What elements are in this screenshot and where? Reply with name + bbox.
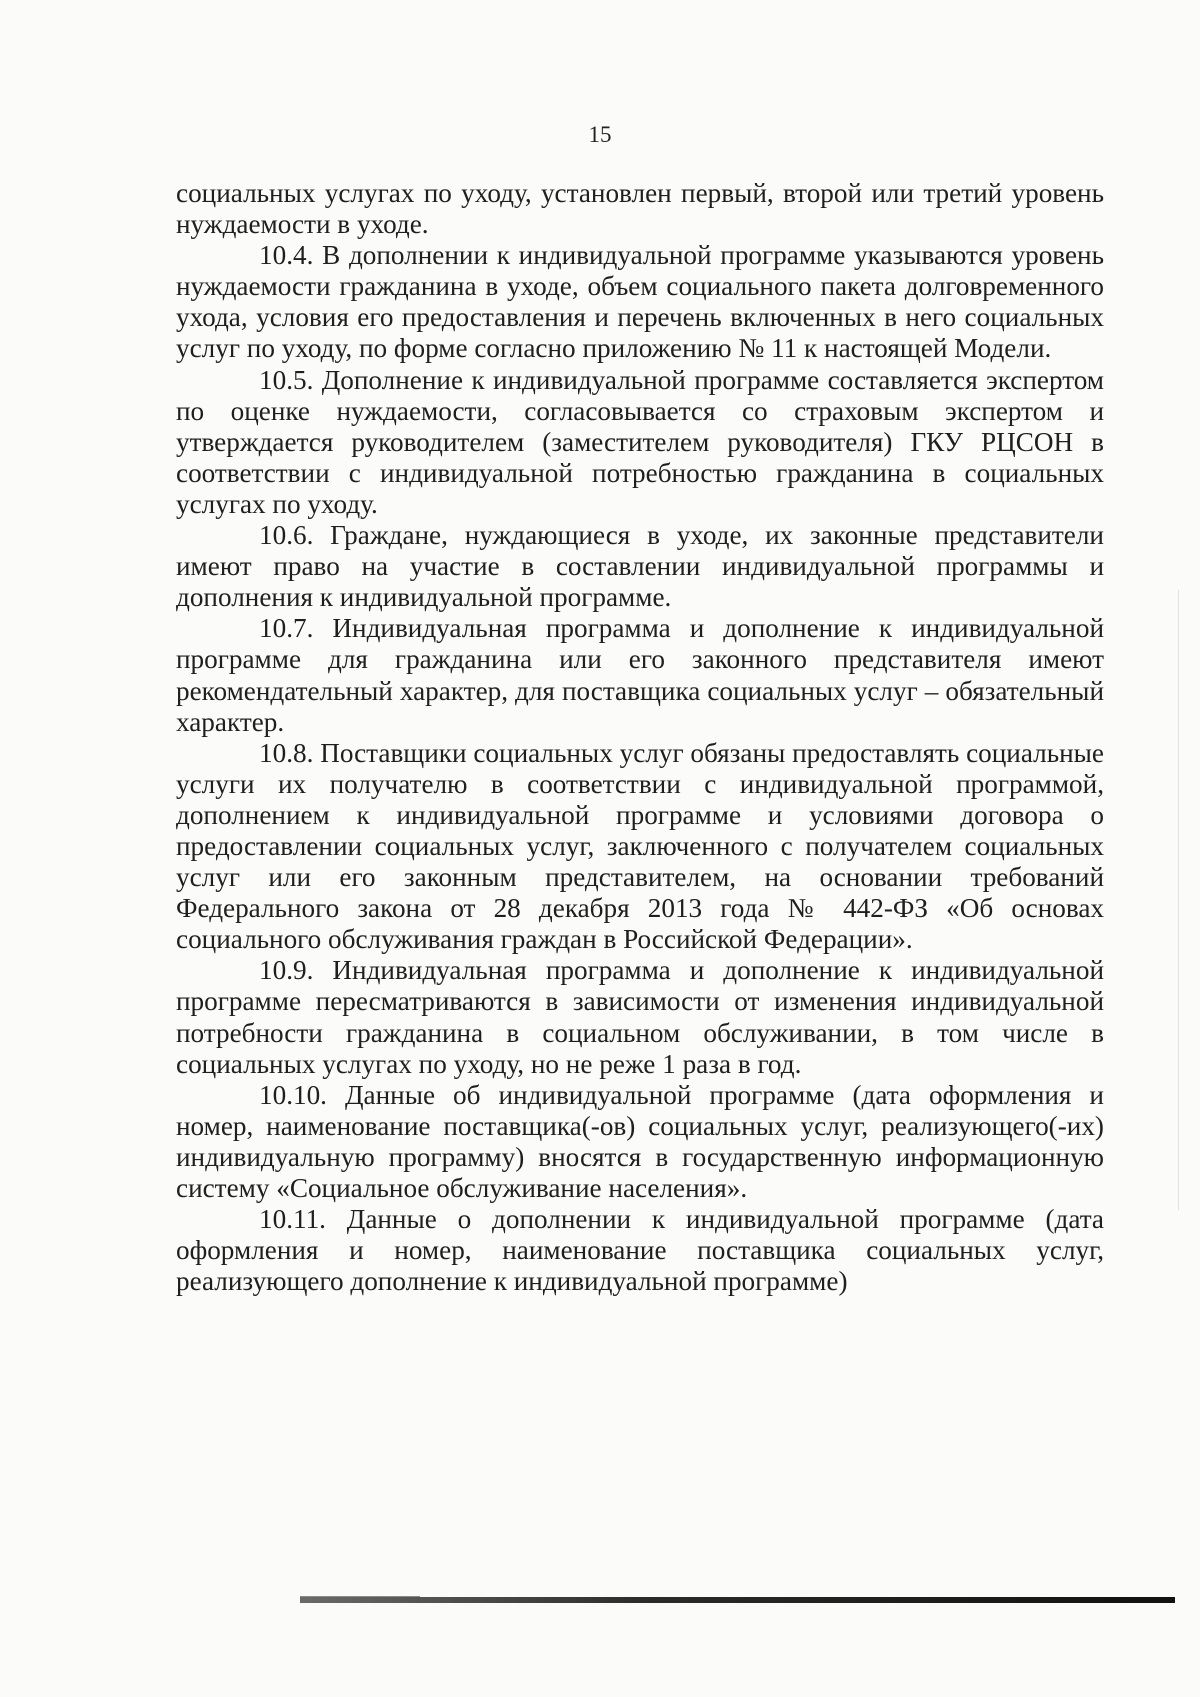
paragraph-10-5: 10.5. Дополнение к индивидуальной программе составляется экспертом по оценке нуждаемости, согласовывается со страховым экспертом и утверждается руководителем (заместителем руководителя) ГКУ РЦСОН в соответствии с индивидуальной потребностью гражданина в социальных услугах по уходу. [176,364,1104,519]
paragraph-10-8: 10.8. Поставщики социальных услуг обязаны предоставлять социальные услуги их получателю в соответствии с индивидуальной программой, дополнением к индивидуальной программе и условиями договора о предоставлении социальных услуг, заключенного с получателем социальных услуг или его законным представителем, на основании требований Федерального закона от 28 декабря 2013 года № 442-ФЗ «Об основах социального обслуживания граждан в Российской Федерации». [176,737,1104,955]
paragraph-10-6: 10.6. Граждане, нуждающиеся в уходе, их законные представители имеют право на участие в составлении индивидуальной программы и дополнения к индивидуальной программе. [176,520,1104,613]
paragraph-10-7: 10.7. Индивидуальная программа и дополнение к индивидуальной программе для гражданина или его законного представителя имеют рекомендательный характер, для поставщика социальных услуг – обязательный характер. [176,613,1104,737]
paragraph-10-10: 10.10. Данные об индивидуальной программе (дата оформления и номер, наименование поставщика(-ов) социальных услуг, реализующего(-их) индивидуальную программу) вносятся в государственную информационную систему «Социальное обслуживание населения». [176,1079,1104,1203]
paragraph-10-4: 10.4. В дополнении к индивидуальной программе указываются уровень нуждаемости гражданина в уходе, объем социального пакета долговременного ухода, условия его предоставления и перечень включенных в него социальных услуг по уходу, по форме согласно приложению № 11 к настоящей Модели. [176,240,1104,364]
paragraph-10-9: 10.9. Индивидуальная программа и дополнение к индивидуальной программе пересматриваются в зависимости от изменения индивидуальной потребности гражданина в социальном обслуживании, в том числе в социальных услугах по уходу, но не реже 1 раза в год. [176,955,1104,1079]
footer-rule [300,1597,1175,1603]
body-text [176,178,1104,1297]
page-number: 15 [588,122,612,147]
paragraph-continuation: социальных услугах по уходу, установлен первый, второй или третий уровень нуждаемости в уходе. [176,178,1104,240]
scan-artifact-line [1178,590,1179,1210]
paragraph-10-11: 10.11. Данные о дополнении к индивидуальной программе (дата оформления и номер, наименование поставщика социальных услуг, реализующего дополнение к индивидуальной программе) [176,1204,1104,1297]
